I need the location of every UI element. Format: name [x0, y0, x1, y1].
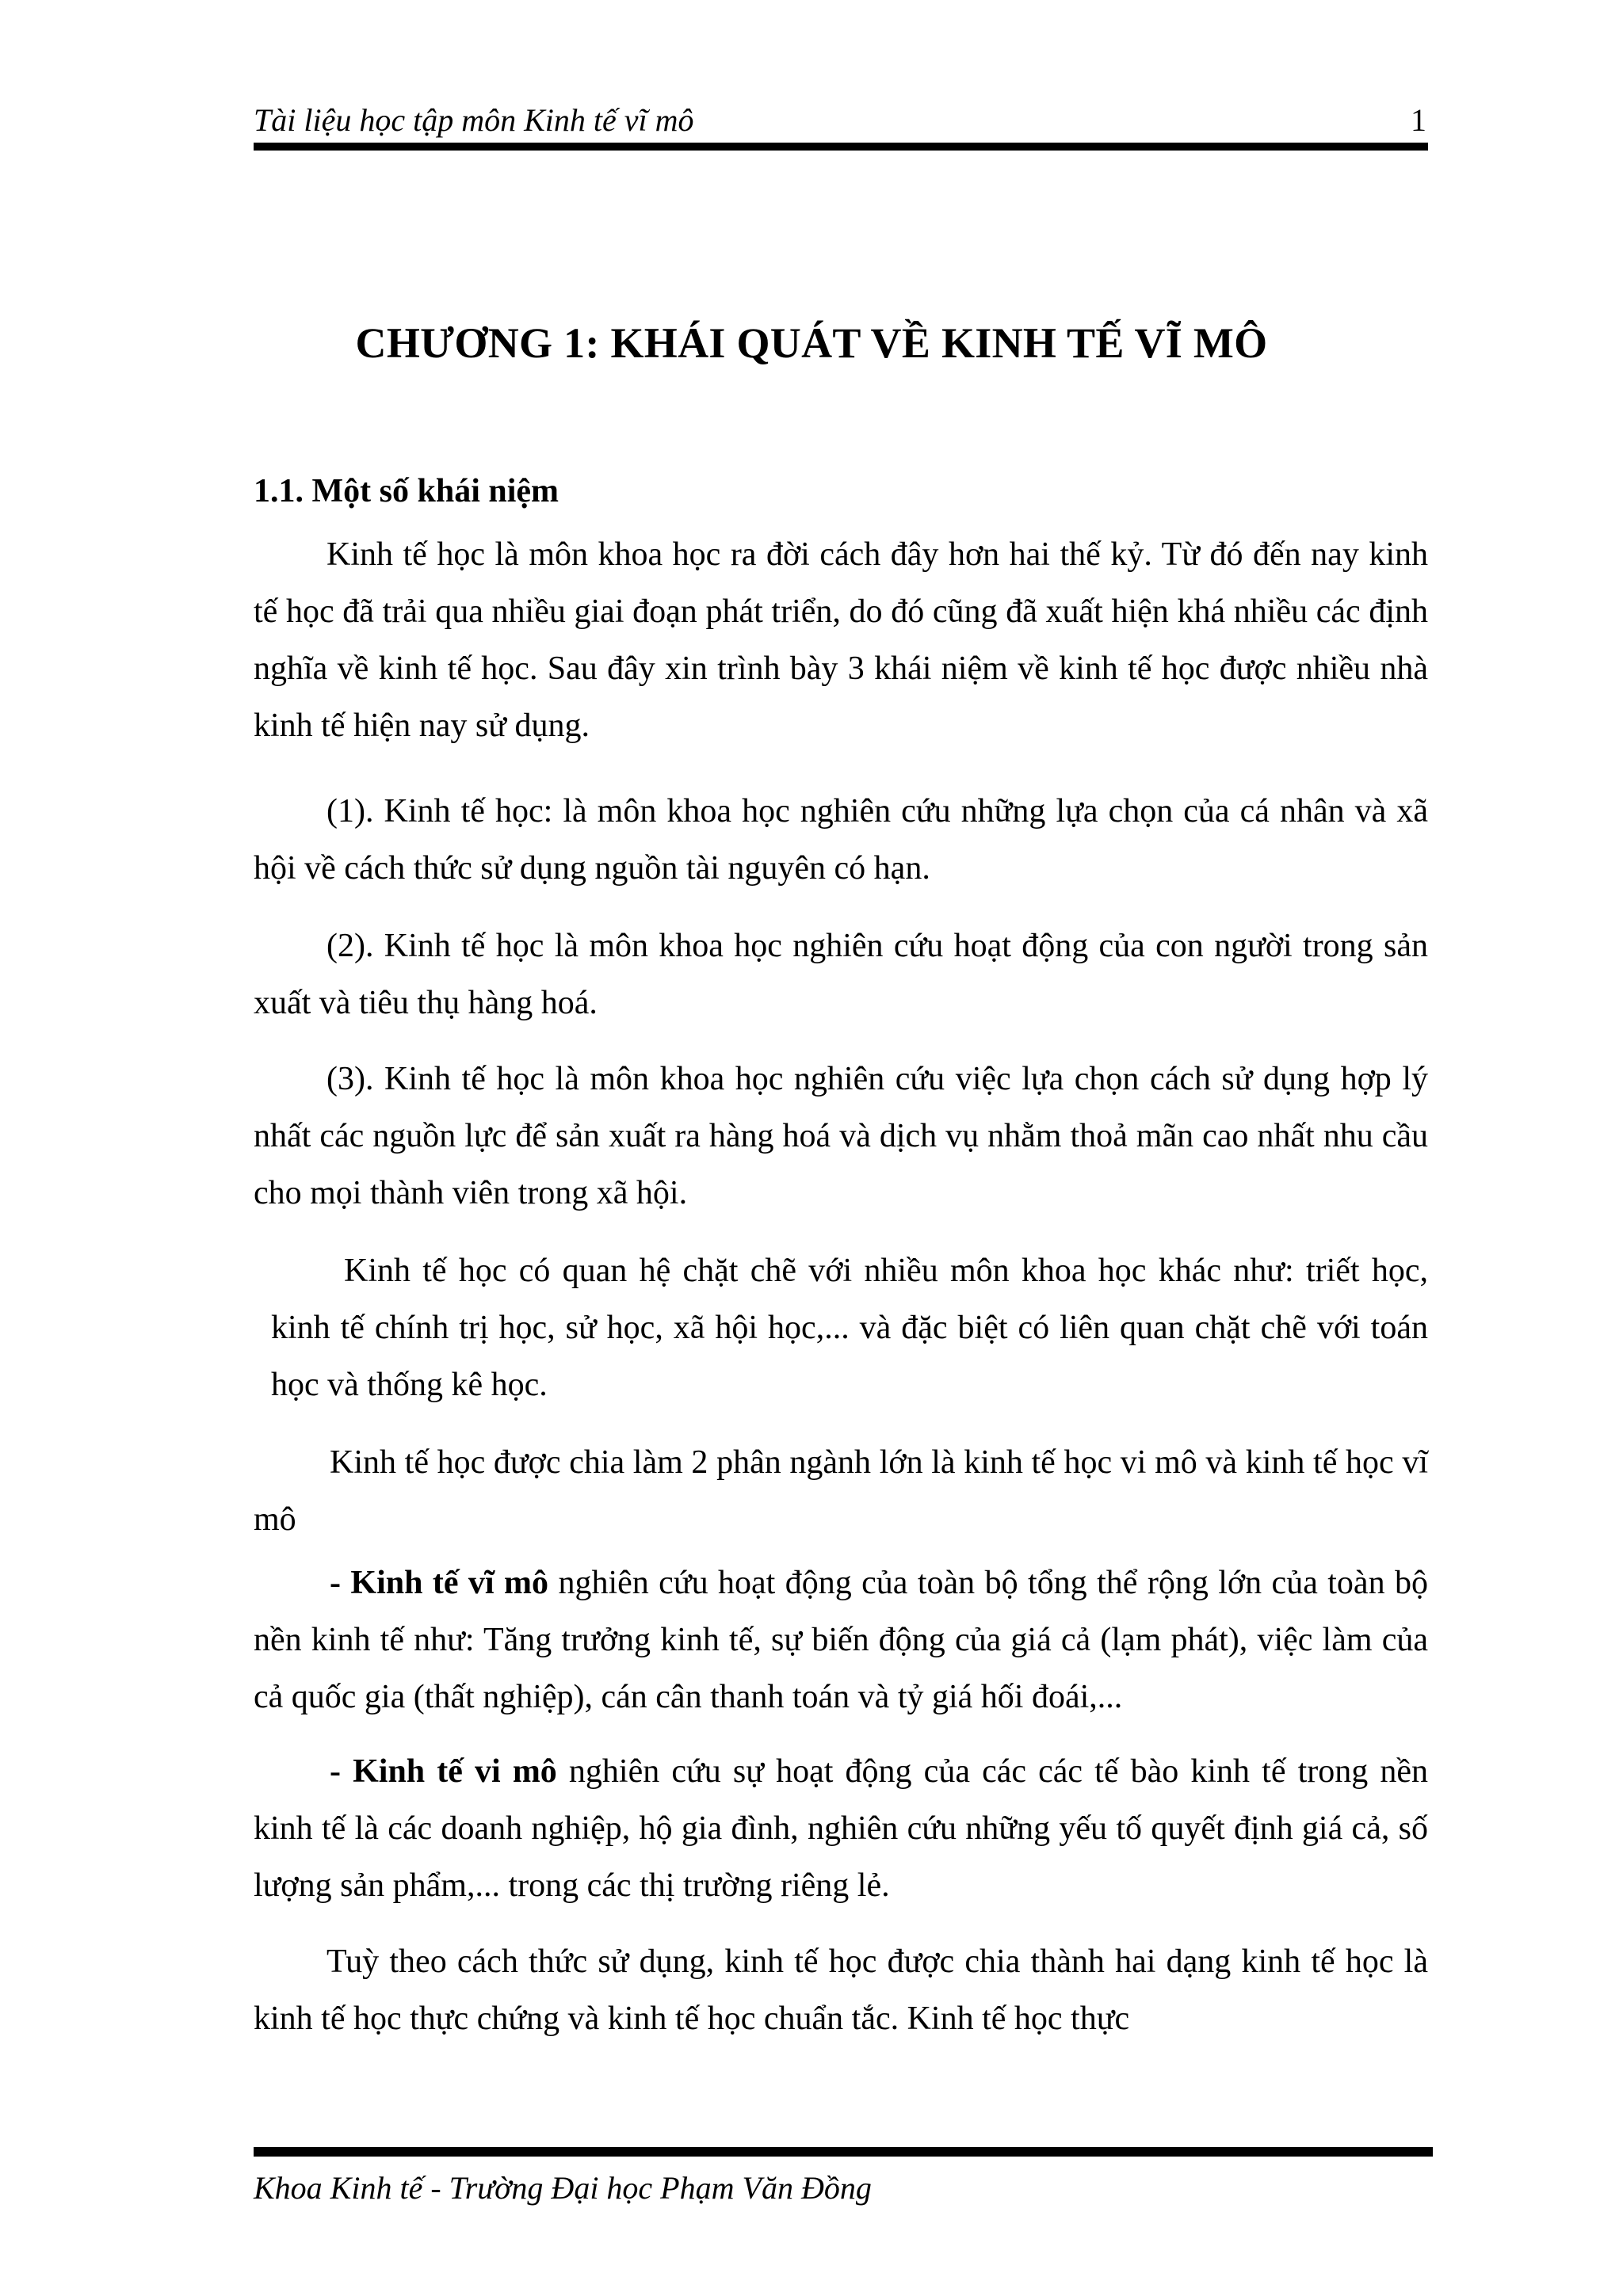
- micro-term: - Kinh tế vi mô: [330, 1753, 557, 1790]
- page-number: 1: [1411, 102, 1426, 138]
- page-header: [254, 93, 1426, 141]
- header-divider: [254, 143, 1428, 151]
- macro-text: nghiên cứu hoạt động của toàn bộ tổng thể rộng lớn của toàn bộ nền kinh tế như: Tăng trưởng kinh tế, sự biến động của giá cả (lạm phát), việc làm của cả quốc gia (thất nghiệp), cán cân thanh toán và tỷ giá hối đoái,...: [254, 1565, 1428, 1715]
- footer-divider: [254, 2147, 1433, 2157]
- micro-definition: [254, 1743, 1428, 1914]
- footer-text: Khoa Kinh tế - Trường Đại học Phạm Văn Đồng: [254, 2170, 872, 2206]
- relation-paragraph: Kinh tế học có quan hệ chặt chẽ với nhiều môn khoa học khác như: triết học, kinh tế chính trị học, sử học, xã hội học,... và đặc biệt có liên quan chặt chẽ với toán học và thống kê học.: [271, 1253, 1428, 1403]
- header-title: Tài liệu học tập môn Kinh tế vĩ mô: [254, 102, 694, 138]
- definition-3: (3). Kinh tế học là môn khoa học nghiên cứu việc lựa chọn cách sử dụng hợp lý nhất các nguồn lực để sản xuất ra hàng hoá và dịch vụ nhằm thoả mãn cao nhất nhu cầu cho mọi thành viên trong xã hội.: [254, 1061, 1428, 1211]
- macro-definition: [254, 1554, 1428, 1726]
- chapter-title: CHƯƠNG 1: KHÁI QUÁT VỀ KINH TẾ VĨ MÔ: [355, 319, 1268, 367]
- definition-1: (1). Kinh tế học: là môn khoa học nghiên cứu những lựa chọn của cá nhân và xã hội về cách thức sử dụng nguồn tài nguyên có hạn.: [254, 793, 1428, 887]
- macro-term: - Kinh tế vĩ mô: [330, 1565, 549, 1601]
- intro-paragraph: Kinh tế học là môn khoa học ra đời cách đây hơn hai thế kỷ. Từ đó đến nay kinh tế học đã trải qua nhiều giai đoạn phát triển, do đó cũng đã xuất hiện khá nhiều các định nghĩa về kinh tế học. Sau đây xin trình bày 3 khái niệm về kinh tế học được nhiều nhà kinh tế hiện nay sử dụng.: [254, 536, 1428, 744]
- definition-2: (2). Kinh tế học là môn khoa học nghiên cứu hoạt động của con người trong sản xuất và tiêu thụ hàng hoá.: [254, 928, 1428, 1021]
- branches-paragraph: Kinh tế học được chia làm 2 phân ngành lớn là kinh tế học vi mô và kinh tế học vĩ mô: [254, 1444, 1428, 1538]
- types-paragraph: Tuỳ theo cách thức sử dụng, kinh tế học được chia thành hai dạng kinh tế học là kinh tế học thực chứng và kinh tế học chuẩn tắc. Kinh tế học thực: [254, 1943, 1428, 2037]
- micro-text: nghiên cứu sự hoạt động của các các tế bào kinh tế trong nền kinh tế là các doanh nghiệp, hộ gia đình, nghiên cứu những yếu tố quyết định giá cả, số lượng sản phẩm,... trong các thị trường riêng lẻ.: [254, 1753, 1428, 1904]
- section-heading: 1.1. Một số khái niệm: [254, 473, 559, 509]
